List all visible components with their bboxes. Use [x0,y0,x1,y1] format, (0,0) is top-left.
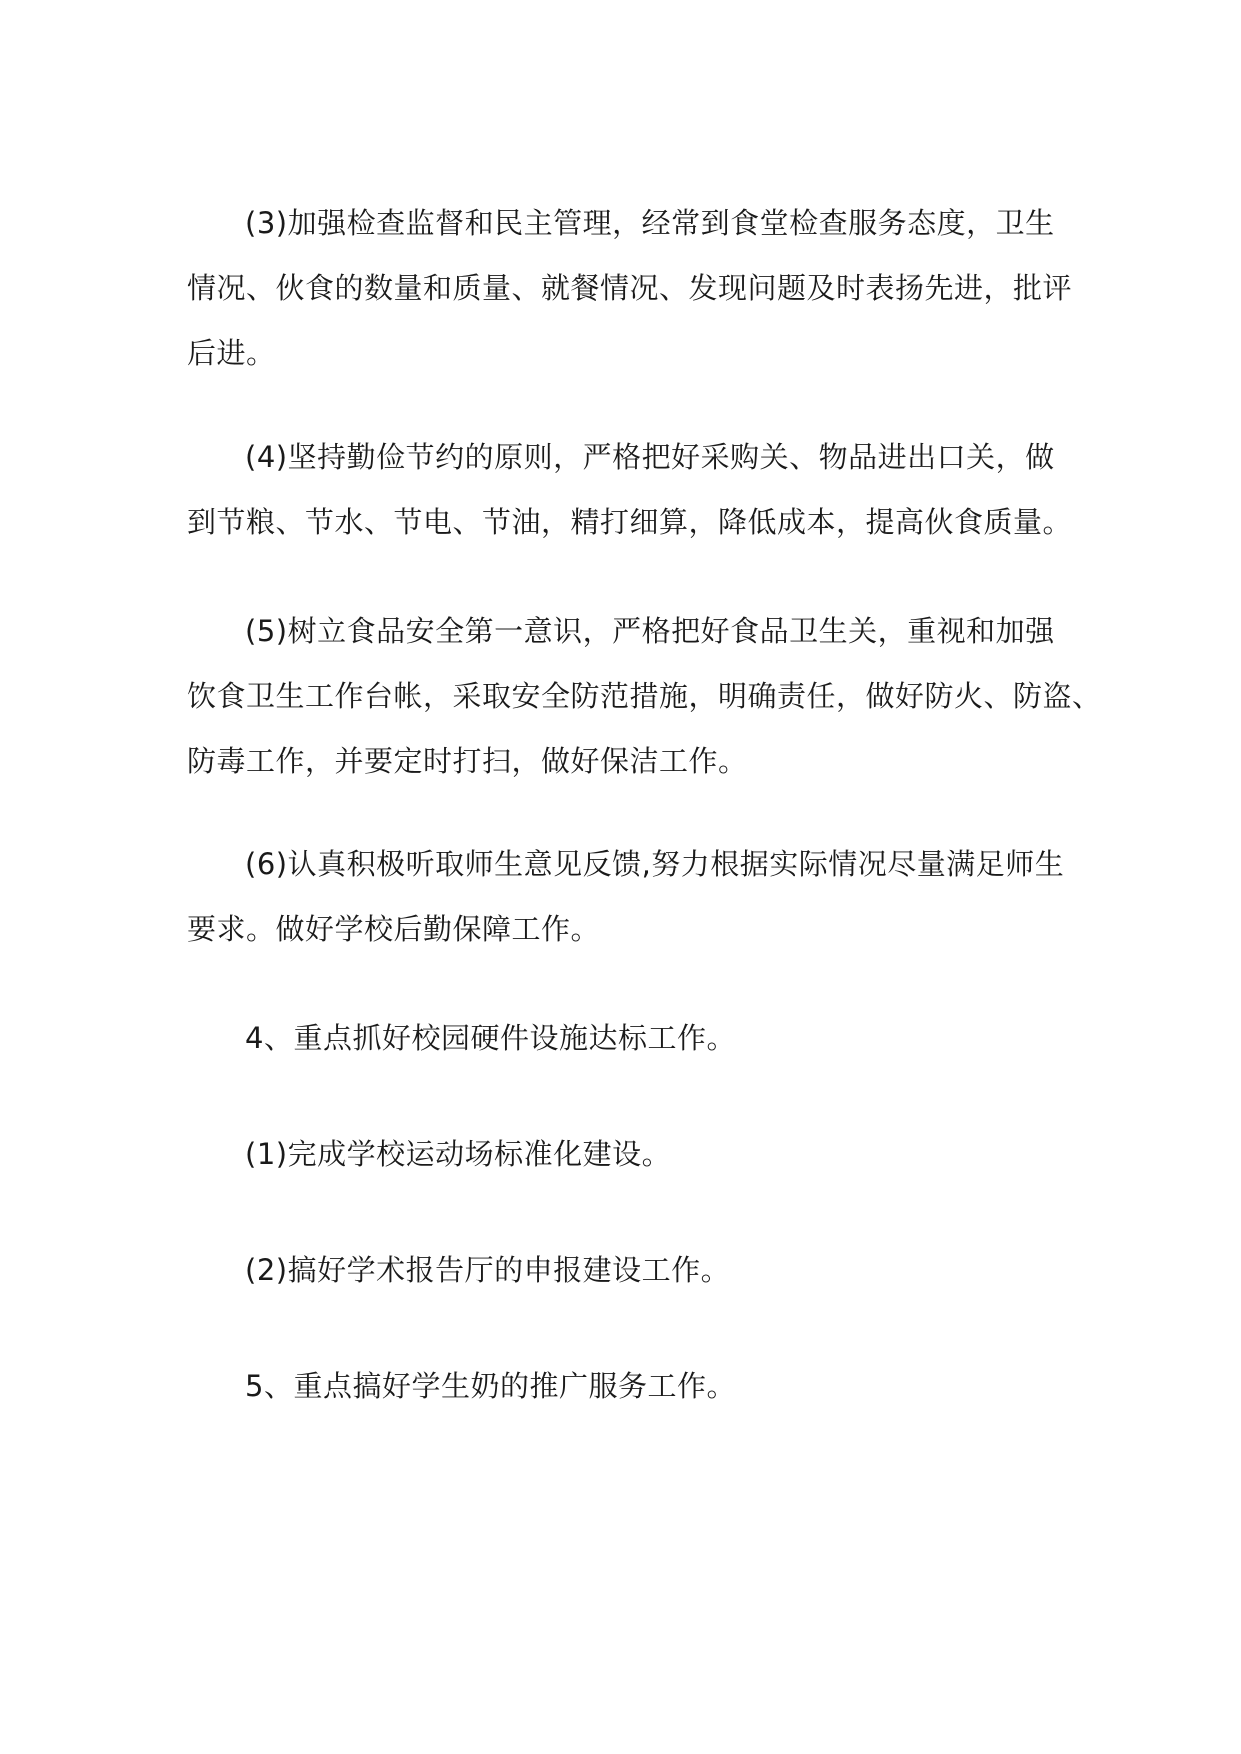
paragraph-line: (1)完成学校运动场标准化建设。 [245,1137,672,1171]
paragraph-line: 到节粮、节水、节电、节油，精打细算，降低成本，提高伙食质量。 [187,505,1073,539]
paragraph-lecture-hall [187,1238,1067,1303]
paragraph-line: 后进。 [187,336,276,370]
paragraph-food-safety [187,599,1102,794]
paragraph-line: 4、重点抓好校园硬件设施达标工作。 [245,1021,736,1055]
paragraph-line: (6)认真积极听取师生意见反馈,努力根据实际情况尽量满足师生 [245,847,1065,881]
paragraph-line: (5)树立食品安全第一意识，严格把好食品卫生关，重视和加强 [245,614,1055,648]
paragraph-feedback [187,832,1067,962]
paragraph-frugality [187,425,1073,555]
paragraph-canteen-inspection [187,191,1073,386]
paragraph-line: (3)加强检查监督和民主管理，经常到食堂检查服务态度，卫生 [245,206,1055,240]
paragraph-sports-field [187,1122,1067,1187]
paragraph-line: (2)搞好学术报告厅的申报建设工作。 [245,1253,731,1287]
section-heading-student-milk [187,1354,1067,1419]
paragraph-line: 饮食卫生工作台帐，采取安全防范措施，明确责任，做好防火、防盗、 [187,679,1102,713]
paragraph-line: 要求。做好学校后勤保障工作。 [187,912,601,946]
section-heading-hardware [187,1006,1067,1071]
paragraph-line: 防毒工作，并要定时打扫，做好保洁工作。 [187,744,748,778]
paragraph-line: (4)坚持勤俭节约的原则，严格把好采购关、物品进出口关，做 [245,440,1055,474]
paragraph-line: 5、重点搞好学生奶的推广服务工作。 [245,1369,736,1403]
paragraph-line: 情况、伙食的数量和质量、就餐情况、发现问题及时表扬先进，批评 [187,271,1073,305]
